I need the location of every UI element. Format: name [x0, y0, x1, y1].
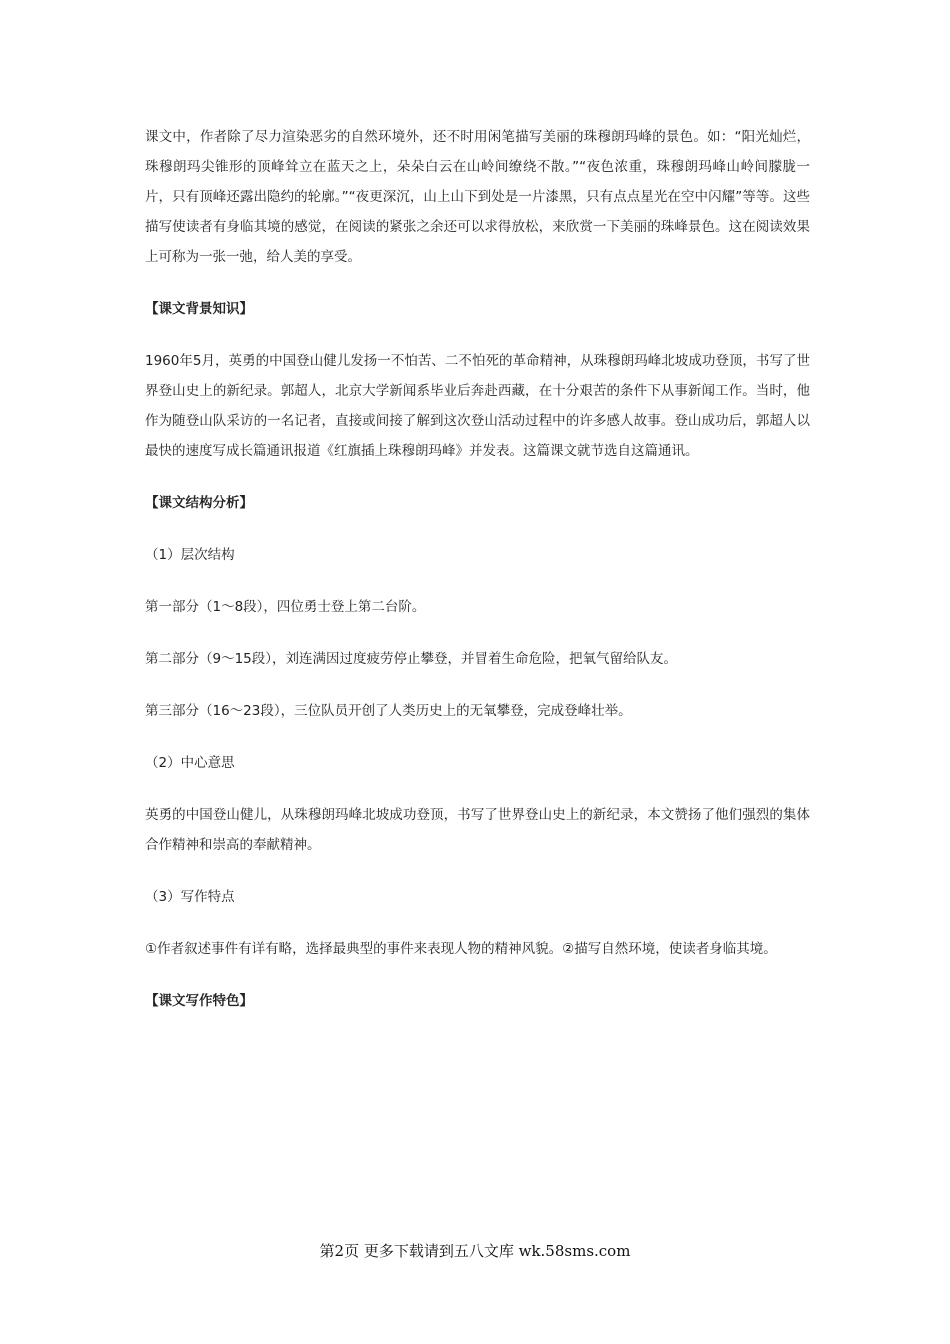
subheading-writing-features: （3）写作特点 [145, 889, 235, 905]
document-body [145, 122, 810, 1038]
section-heading-structure: 【课文结构分析】 [145, 495, 253, 511]
paragraph-scenery-description: 课文中，作者除了尽力渲染恶劣的自然环境外，还不时用闲笔描写美丽的珠穆朗玛峰的景色。如：“阳光灿烂，珠穆朗玛尖锥形的顶峰耸立在蓝天之上，朵朵白云在山岭间缭绕不散。”“夜色浓重，珠穆朗玛峰山岭间朦胧一片，只有顶峰还露出隐约的轮廓。”“夜更深沉，山上山下到处是一片漆黑，只有点点星光在空中闪耀”等等。这些描写使读者有身临其境的感觉，在阅读的紧张之余还可以求得放松，来欣赏一下美丽的珠峰景色。这在阅读效果上可称为一张一弛，给人美的享受。 [145, 129, 810, 265]
paragraph-central-idea: 英勇的中国登山健儿，从珠穆朗玛峰北坡成功登顶，书写了世界登山史上的新纪录，本文赞扬了他们强烈的集体合作精神和崇高的奉献精神。 [145, 807, 810, 853]
section-heading-background: 【课文背景知识】 [145, 301, 253, 317]
section-heading-writing-style: 【课文写作特色】 [145, 993, 253, 1009]
page-footer: 第2页 更多下载请到五八文库 wk.58sms.com [319, 1242, 631, 1260]
paragraph-background-knowledge: 1960年5月，英勇的中国登山健儿发扬一不怕苦、二不怕死的革命精神，从珠穆朗玛峰北坡成功登顶，书写了世界登山史上的新纪录。郭超人，北京大学新闻系毕业后奔赴西藏，在十分艰苦的条件下从事新闻工作。当时，他作为随登山队采访的一名记者，直接或间接了解到这次登山活动过程中的许多感人故事。登山成功后，郭超人以最快的速度写成长篇通讯报道《红旗插上珠穆朗玛峰》并发表。这篇课文就节选自这篇通讯。 [145, 353, 810, 459]
subheading-hierarchy: （1）层次结构 [145, 547, 235, 563]
subheading-central-idea: （2）中心意思 [145, 755, 235, 771]
paragraph-part-three: 第三部分（16～23段），三位队员开创了人类历史上的无氧攀登，完成登峰壮举。 [145, 703, 632, 719]
paragraph-writing-features: ①作者叙述事件有详有略，选择最典型的事件来表现人物的精神风貌。②描写自然环境，使读者身临其境。 [145, 941, 777, 957]
paragraph-part-one: 第一部分（1～8段），四位勇士登上第二台阶。 [145, 599, 426, 615]
paragraph-part-two: 第二部分（9～15段），刘连满因过度疲劳停止攀登，并冒着生命危险，把氧气留给队友。 [145, 651, 678, 667]
